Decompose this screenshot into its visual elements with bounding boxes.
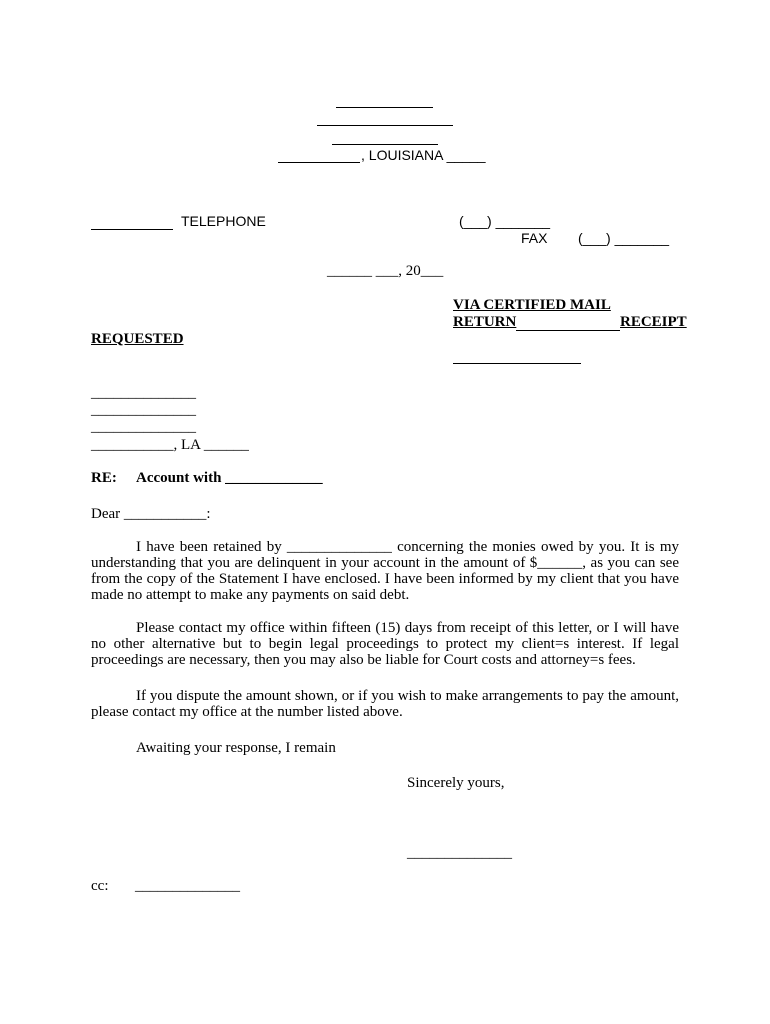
paragraph-2 (91, 620, 679, 668)
address-line-1: ______________ (91, 385, 196, 401)
paragraph-2-text: Please contact my office within fifteen (15) days from receipt of this letter, or I will have no other alternative but to begin legal proceedings to protect my client=s interest. If legal proceedings are necessary, then you may also be liable for Court costs and attorney=s fees. (91, 620, 679, 668)
delivery-line-2-underline (516, 330, 620, 331)
delivery-line-2-right: RECEIPT (620, 314, 687, 330)
signature-line: ______________ (407, 845, 512, 861)
cc-label: cc: (91, 878, 109, 894)
fax-value: (___) _______ (578, 230, 670, 246)
paragraph-1 (91, 539, 679, 603)
delivery-reference-blank (453, 363, 581, 364)
paragraph-1-text: I have been retained by ______________ concerning the monies owed by you. It is my understanding that you are delinquent in your account in the amount of $______, as you can see from the copy of the Statement I have enclosed. I have been informed by my client that you have made no attempt to make any payments on said debt. (91, 539, 679, 603)
paragraph-3-text: If you dispute the amount shown, or if you wish to make arrangements to pay the amount, please contact my office at the number listed above. (91, 688, 679, 720)
letterhead-address2-blank (332, 144, 438, 145)
telephone-label: TELEPHONE (181, 213, 266, 229)
date-line: ______ ___, 20___ (327, 263, 444, 279)
address-line-2: ______________ (91, 402, 196, 418)
re-label: RE: (91, 470, 117, 486)
telephone-prefix-blank (91, 229, 173, 230)
address-line-3: ______________ (91, 419, 196, 435)
salutation: Dear ___________: (91, 506, 211, 522)
delivery-line-3: REQUESTED (91, 331, 184, 347)
cc-value: ______________ (135, 878, 240, 894)
fax-label: FAX (521, 230, 548, 246)
delivery-line-2-left: RETURN (453, 314, 517, 330)
delivery-line-1: VIA CERTIFIED MAIL (453, 297, 611, 313)
letterhead-address-blank (317, 125, 453, 126)
paragraph-4: Awaiting your response, I remain (136, 740, 336, 756)
closing: Sincerely yours, (407, 775, 505, 791)
paragraph-3 (91, 688, 679, 720)
letterhead-name-blank (336, 107, 433, 108)
letterhead-city-blank (278, 162, 360, 163)
telephone-value: (___) _______ (459, 213, 551, 229)
re-text: Account with _____________ (136, 470, 323, 486)
address-line-4: ___________, LA ______ (91, 437, 249, 453)
letterhead-state-line: , LOUISIANA _____ (361, 147, 486, 163)
